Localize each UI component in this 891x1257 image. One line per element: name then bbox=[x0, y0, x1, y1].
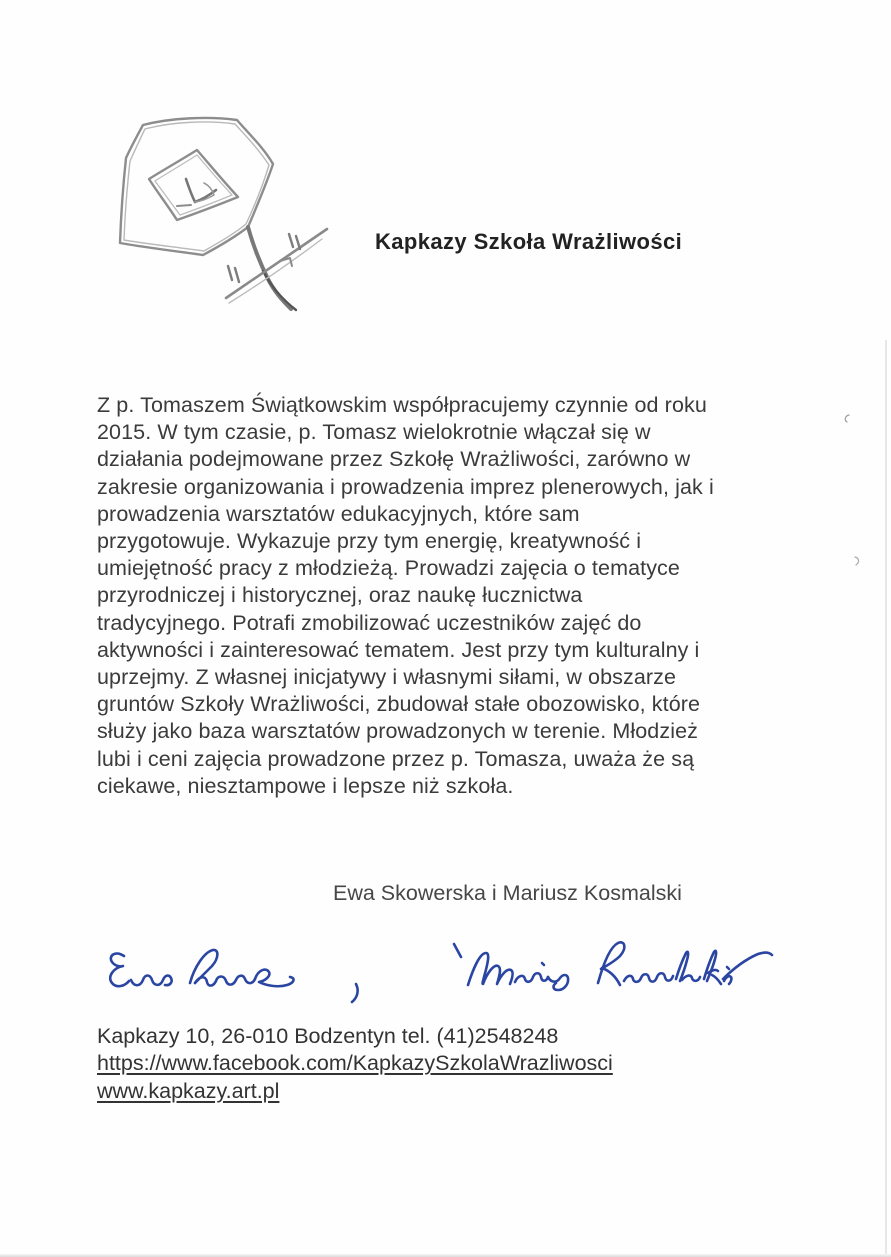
letterhead-title: Kapkazy Szkoła Wrażliwości bbox=[375, 229, 683, 254]
facebook-link: https://www.facebook.com/KapkazySzkolaWrazliwosci bbox=[97, 1051, 613, 1076]
body-text-line: służy jako baza warsztatów prowadzonych w terenie. Młodzież bbox=[97, 719, 699, 744]
body-text-line: zakresie organizowania i prowadzenia imprez plenerowych, jak i bbox=[97, 474, 714, 499]
body-text-line: tradycyjnego. Potrafi zmobilizować uczestników zajęć do bbox=[97, 610, 642, 635]
body-text-line: 2015. W tym czasie, p. Tomasz wielokrotnie włączał się w bbox=[97, 420, 651, 445]
signature-ewa-skowerska bbox=[106, 940, 396, 1004]
address-line: Kapkazy 10, 26-010 Bodzentyn tel. (41)2548248 bbox=[97, 1024, 559, 1048]
scan-speck bbox=[850, 553, 866, 569]
body-text-line: gruntów Szkoły Wrażliwości, zbudował stałe obozowisko, które bbox=[97, 692, 701, 717]
body-text-line: aktywności i zainteresować tematem. Jest przy tym kulturalny i bbox=[97, 637, 700, 662]
body-text-line: uprzejmy. Z własnej inicjatywy i własnymi siłami, w obszarze bbox=[97, 665, 677, 690]
body-text-line: działania podejmowane przez Szkołę Wrażliwości, zarówno w bbox=[97, 447, 691, 472]
body-text-line: lubi i ceni zajęcia prowadzone przez p. Tomasza, uważa że są bbox=[97, 746, 695, 771]
scan-speck bbox=[840, 413, 856, 429]
body-text-line: ciekawe, niesztampowe i lepsze niż szkoła. bbox=[97, 773, 514, 798]
website-link: www.kapkazy.art.pl bbox=[97, 1078, 280, 1103]
body-text-line: prowadzenia warsztatów edukacyjnych, które sam bbox=[97, 501, 580, 526]
body-text-line: przyrodniczej i historycznej, oraz naukę łucznictwa bbox=[97, 583, 583, 608]
footer-contact-block bbox=[97, 1023, 613, 1105]
attribution-names: Ewa Skowerska i Mariusz Kosmalski bbox=[333, 881, 682, 905]
scan-edge-line bbox=[885, 340, 887, 1257]
body-text-line: Z p. Tomaszem Świątkowskim współpracujemy czynnie od roku bbox=[97, 393, 707, 417]
body-text-line: przygotowuje. Wykazuje przy tym energię, kreatywność i bbox=[97, 529, 642, 554]
hand-drawn-logo-sketch bbox=[108, 103, 343, 318]
signature-mariusz-kosmalski bbox=[446, 932, 776, 1002]
body-text-line: umiejętność pracy z młodzieżą. Prowadzi zajęcia o tematyce bbox=[97, 556, 680, 581]
letter-body bbox=[97, 392, 837, 800]
